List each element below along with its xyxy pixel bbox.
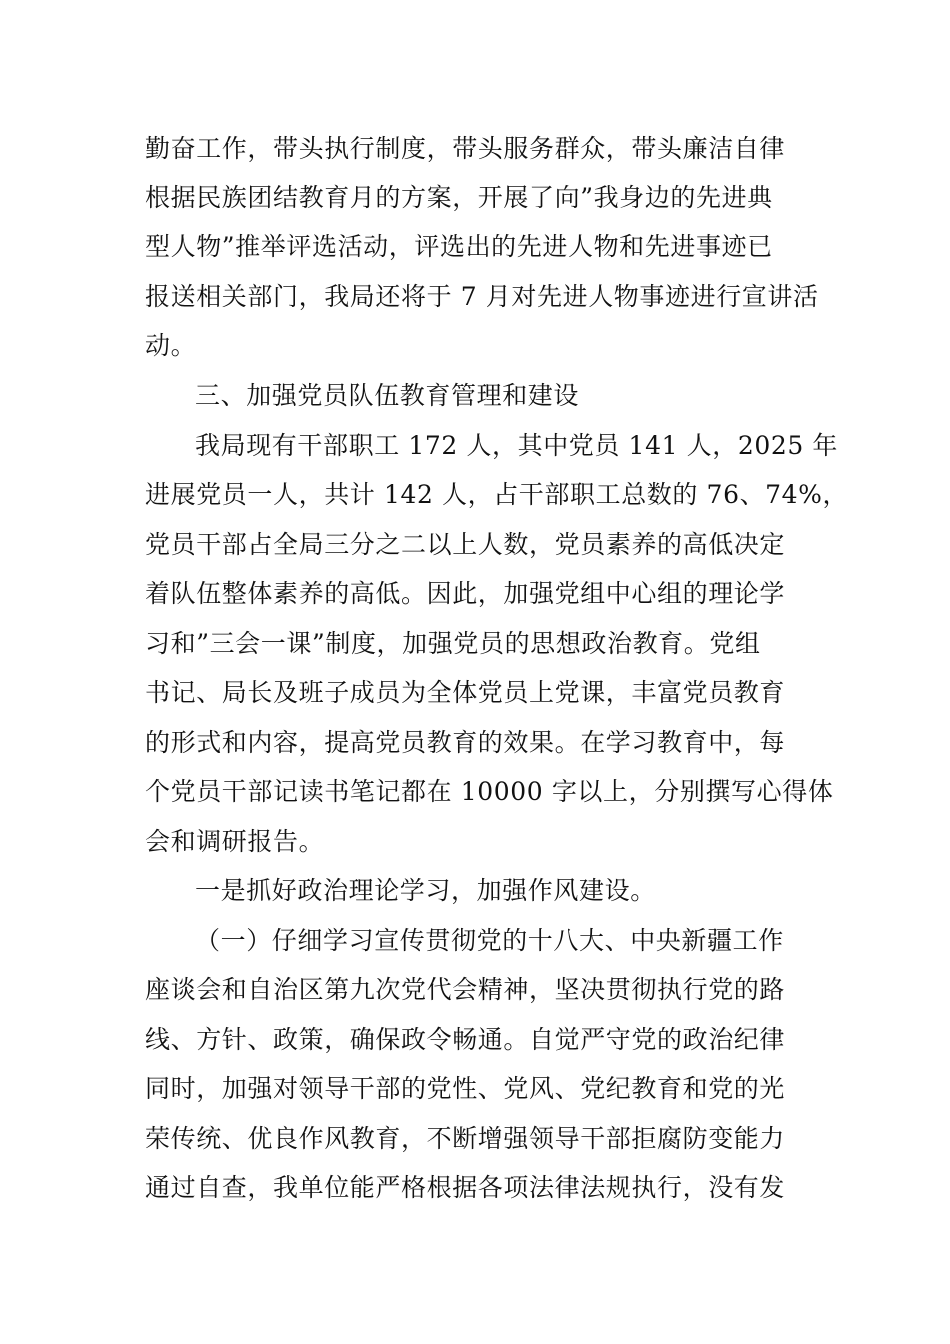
text-line: 一是抓好政治理论学习，加强作风建设。 — [195, 876, 656, 905]
text-line: 我局现有干部职工 172 人，其中党员 141 人，2025 年 — [195, 431, 838, 460]
text-line: 通过自查，我单位能严格根据各项法律法规执行，没有发 — [145, 1173, 786, 1202]
text-line: 勤奋工作，带头执行制度，带头服务群众，带头廉洁自律 — [145, 134, 786, 163]
section-heading: 三、加强党员队伍教育管理和建设 — [195, 381, 580, 410]
text-line: 会和调研报告。 — [145, 827, 325, 856]
text-line: 动。 — [145, 331, 197, 360]
text-line: 线、方针、政策，确保政令畅通。自觉严守党的政治纪律 — [145, 1025, 786, 1054]
text-line: （一）仔细学习宣传贯彻党的十八大、中央新疆工作 — [195, 926, 784, 955]
text-line: 报送相关部门，我局还将于 7 月对先进人物事迹进行宣讲活 — [145, 282, 819, 311]
text-line: 党员干部占全局三分之二以上人数，党员素养的高低决定 — [145, 530, 786, 559]
text-line: 根据民族团结教育月的方案，开展了向”我身边的先进典 — [145, 183, 773, 212]
text-line: 着队伍整体素养的高低。因此，加强党组中心组的理论学 — [145, 579, 786, 608]
text-line: 座谈会和自治区第九次党代会精神，坚决贯彻执行党的路 — [145, 975, 786, 1004]
text-line: 的形式和内容，提高党员教育的效果。在学习教育中，每 — [145, 728, 786, 757]
text-line: 个党员干部记读书笔记都在 10000 字以上，分别撰写心得体 — [145, 777, 834, 806]
text-line: 型人物”推举评选活动，评选出的先进人物和先进事迹已 — [145, 232, 773, 261]
text-line: 荣传统、优良作风教育，不断增强领导干部拒腐防变能力 — [145, 1124, 786, 1153]
text-line: 同时，加强对领导干部的党性、党风、党纪教育和党的光 — [145, 1074, 786, 1103]
text-line: 书记、局长及班子成员为全体党员上党课，丰富党员教育 — [145, 678, 786, 707]
text-line: 进展党员一人，共计 142 人，占干部职工总数的 76、74%， — [145, 480, 849, 509]
text-line: 习和”三会一课”制度，加强党员的思想政治教育。党组 — [145, 629, 761, 658]
